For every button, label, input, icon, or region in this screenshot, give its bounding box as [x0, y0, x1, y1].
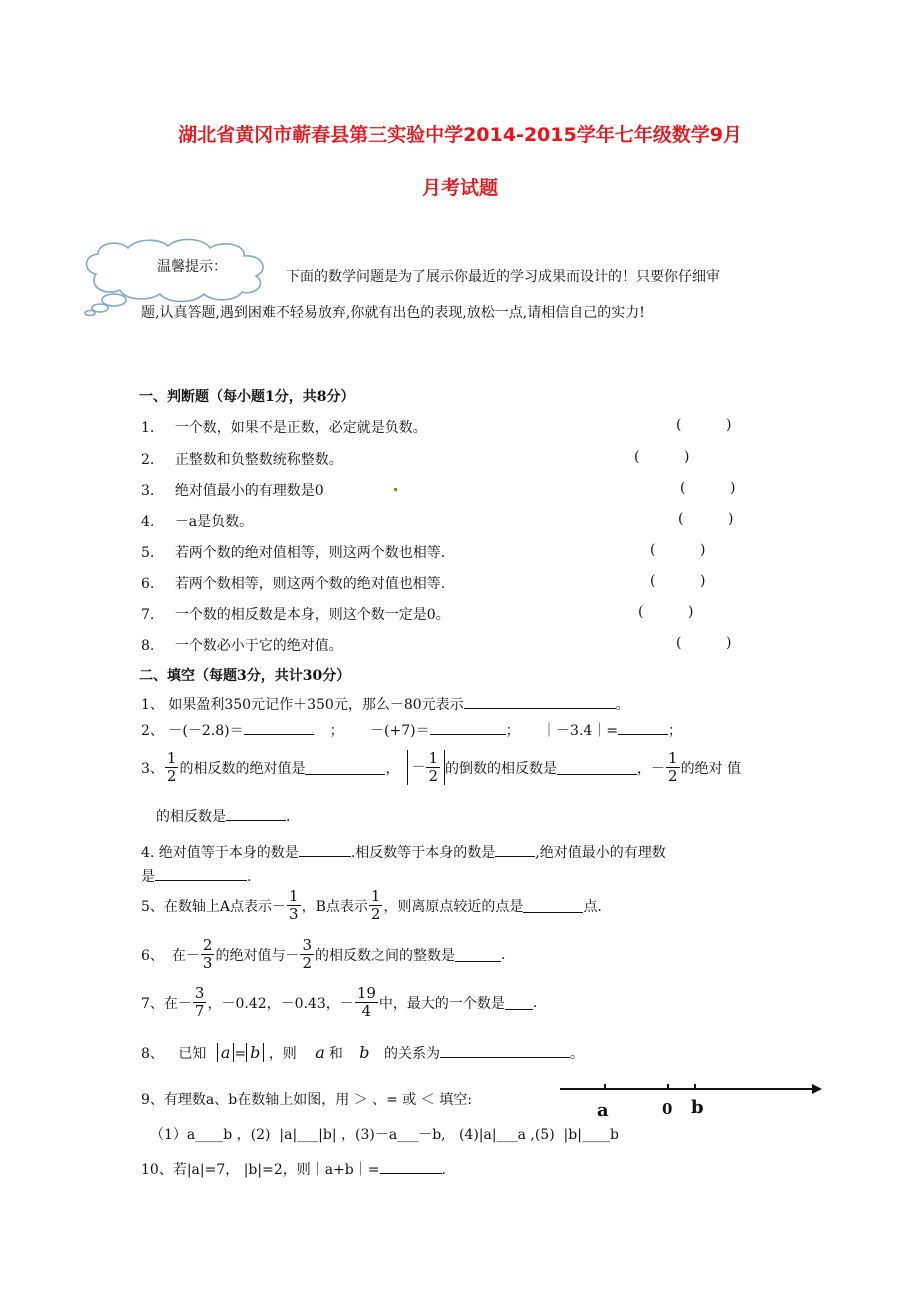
fill-question-8	[141, 1043, 584, 1063]
separator: ；	[505, 723, 520, 739]
judge-item-1	[141, 417, 427, 437]
item-number: 2.	[141, 452, 155, 468]
question-end: 点.	[583, 898, 602, 915]
question-end: 。	[615, 697, 630, 713]
fill-question-3-cont	[156, 806, 290, 826]
answer-blank[interactable]	[523, 898, 583, 913]
question-text: 是	[141, 869, 155, 885]
question-number: 8、	[141, 1046, 164, 1062]
question-text: .相反数等于本身的数是	[350, 845, 496, 861]
question-text: ,绝对值最小的有理数	[535, 845, 666, 861]
judge-item-8	[141, 635, 343, 655]
judge-item-3	[141, 480, 324, 500]
item-number: 7.	[141, 607, 155, 623]
fill-question-6	[141, 937, 505, 972]
fill-question-2	[141, 720, 682, 740]
question-text: 和	[328, 1046, 343, 1062]
question-text: 4. 绝对值等于本身的数是	[141, 845, 299, 861]
question-text: 有理数a、b在数轴上如图，用 ＞ 、= 或 ＜ 填空:	[163, 1092, 472, 1108]
axis-label-a: a	[597, 1100, 609, 1121]
item-number: 4.	[141, 514, 155, 530]
fraction-one-half: $\frac{1}{2}$	[370, 887, 381, 923]
answer-parentheses[interactable]: ( )	[676, 635, 732, 651]
answer-parentheses[interactable]: ( )	[638, 604, 694, 620]
judge-item-2	[141, 449, 343, 469]
question-number: 5、	[141, 898, 164, 915]
answer-blank[interactable]	[299, 842, 351, 857]
question-text: 已知	[178, 1046, 207, 1062]
abs-neg-half: － $\frac{1}{2}$	[407, 750, 445, 785]
question-text: ，则离原点较近的点是	[383, 898, 524, 915]
item-text: 若两个数相等，则这两个数的绝对值也相等.	[174, 576, 446, 592]
tip-text-line1: 下面的数学问题是为了展示你最近的学习成果而设计的！只要你仔细审	[286, 269, 720, 285]
answer-blank[interactable]	[495, 842, 535, 857]
section1-heading: 一、判断题（每小题1分，共8分）	[139, 389, 355, 405]
question-number: 1、	[141, 697, 164, 713]
question-text: ｜－3.4｜=	[542, 723, 619, 739]
section2-heading: 二、填空（每题3分，共计30分）	[139, 668, 351, 684]
fraction-one-third: $\frac{1}{3}$	[289, 887, 299, 923]
answer-parentheses[interactable]: ( )	[650, 573, 706, 589]
answer-blank[interactable]	[464, 694, 616, 709]
answer-blank[interactable]	[430, 720, 506, 735]
answer-parentheses[interactable]: ( )	[634, 449, 690, 465]
item-number: 5.	[141, 545, 155, 561]
question-text: 如果盈利350元记作＋350元，那么－80元表示	[163, 697, 464, 713]
question-number: 7、	[141, 995, 164, 1012]
question-text: 的相反数之间的整数是	[315, 947, 456, 964]
question-end: .	[501, 946, 506, 963]
fill-question-4-cont	[141, 866, 251, 886]
judge-item-4	[141, 511, 253, 531]
separator: ；	[668, 723, 683, 739]
question-text: 在数轴上A点表示－	[163, 898, 287, 915]
item-text: 若两个数的绝对值相等，则这两个数也相等.	[174, 545, 446, 561]
page-title-line2: 月考试题	[421, 177, 498, 199]
question-end: 。	[569, 1046, 584, 1062]
answer-blank[interactable]	[557, 760, 637, 775]
question-text: 的相反数是	[156, 809, 226, 825]
page-title-line1: 湖北省黄冈市蕲春县第三实验中学2014-2015学年七年级数学9月	[178, 124, 742, 146]
fill-question-7	[141, 985, 537, 1020]
question-end: .	[532, 994, 538, 1011]
answer-parentheses[interactable]: ( )	[650, 542, 706, 558]
fill-question-9	[141, 1089, 472, 1109]
fraction-one-half: $\frac{1}{2}$	[668, 749, 678, 785]
answer-parentheses[interactable]: ( )	[678, 511, 734, 527]
fill-question-9-parts: （1）a____b ，(2) |a|___|b| ，(3)－a___－b, (4)|a|___a ,(5) |b|____b	[150, 1127, 619, 1143]
question-text: 的倒数的相反数是	[445, 760, 558, 777]
fill-question-3: 3、 $\frac{1}{2}$ 的相反数的绝对值是 ， － $\frac{1}{2}$ 的倒数的相反数是 ，－ $\frac{1}{2}$ 的绝对 值	[141, 749, 742, 785]
separator: ；	[329, 723, 344, 739]
answer-blank[interactable]	[505, 995, 533, 1010]
fill-question-10	[141, 1159, 446, 1179]
question-text: 的绝对 值	[680, 760, 742, 777]
answer-blank[interactable]	[380, 1159, 442, 1174]
item-text: －a是负数。	[174, 514, 254, 530]
axis-label-b: b	[691, 1097, 704, 1118]
judge-item-7	[141, 604, 450, 624]
question-text: ，－0.42，－0.43，－	[207, 995, 354, 1012]
judge-item-6	[141, 573, 445, 593]
question-number: 6、	[141, 947, 164, 964]
arrow-right-icon	[812, 1084, 822, 1094]
answer-blank[interactable]	[440, 1043, 570, 1058]
question-text: 若|a|=7， |b|=2，则｜a+b｜=	[172, 1162, 380, 1178]
fill-question-4	[141, 842, 666, 862]
question-text: 中，最大的一个数是	[378, 995, 505, 1012]
stray-dot	[394, 488, 397, 491]
fraction-two-thirds: $\frac{2}{3}$	[202, 936, 213, 972]
answer-parentheses[interactable]: ( )	[676, 417, 732, 433]
tip-label: 温馨提示：	[157, 259, 227, 275]
equals-sign: =	[234, 1046, 247, 1062]
fraction-one-half: $\frac{1}{2}$	[166, 749, 177, 785]
item-text: 绝对值最小的有理数是0	[174, 483, 324, 499]
question-text: 的绝对值与－	[215, 947, 300, 964]
question-text: 的关系为	[383, 1046, 440, 1062]
fraction-three-sevenths: $\frac{3}{7}$	[194, 984, 205, 1020]
tip-text-line2: 题,认真答题,遇到困难不轻易放弃,你就有出色的表现,放松一点,请相信自己的实力!	[141, 305, 645, 321]
question-text: 在－	[171, 947, 200, 964]
answer-blank[interactable]	[226, 806, 286, 821]
answer-blank[interactable]	[455, 947, 501, 962]
question-text: －(+7)＝	[370, 723, 430, 739]
question-text: 在－	[163, 995, 192, 1012]
fill-question-1	[141, 694, 630, 714]
question-text: ，B点表示	[301, 898, 368, 915]
fill-question-5	[141, 888, 602, 923]
item-text: 一个数，如果不是正数，必定就是负数。	[174, 420, 427, 436]
question-end: .	[286, 809, 291, 825]
item-text: 一个数的相反数是本身，则这个数一定是0。	[174, 607, 450, 623]
abs-a: a	[217, 1043, 235, 1062]
answer-blank[interactable]	[155, 866, 247, 881]
judge-item-5	[141, 542, 445, 562]
fraction-nineteen-fourths: $\frac{19}{4}$	[356, 984, 376, 1020]
variable-b: b	[359, 1043, 370, 1062]
axis-label-zero: 0	[662, 1100, 673, 1118]
answer-blank[interactable]	[618, 720, 668, 735]
answer-blank[interactable]	[244, 720, 314, 735]
item-number: 8.	[141, 638, 155, 654]
item-number: 6.	[141, 576, 155, 592]
item-text: 正整数和负整数统称整数。	[174, 452, 343, 468]
question-end: .	[441, 1162, 446, 1178]
item-number: 3.	[141, 483, 155, 499]
question-number: 3、	[141, 760, 164, 777]
abs-b: b	[246, 1043, 264, 1062]
question-text: －(－2.8)＝	[168, 723, 244, 739]
question-number: 9、	[141, 1092, 164, 1108]
fraction-three-halves: $\frac{3}{2}$	[302, 936, 313, 972]
question-text: ，则	[268, 1046, 297, 1062]
question-number: 2、	[141, 723, 164, 739]
answer-parentheses[interactable]: ( )	[680, 480, 736, 496]
item-number: 1.	[141, 420, 155, 436]
variable-a: a	[315, 1043, 325, 1062]
item-text: 一个数必小于它的绝对值。	[174, 638, 343, 654]
question-number: 10、	[141, 1162, 173, 1178]
answer-blank[interactable]	[305, 760, 385, 775]
question-text: 的相反数的绝对值是	[179, 760, 306, 777]
question-end: .	[247, 869, 252, 885]
